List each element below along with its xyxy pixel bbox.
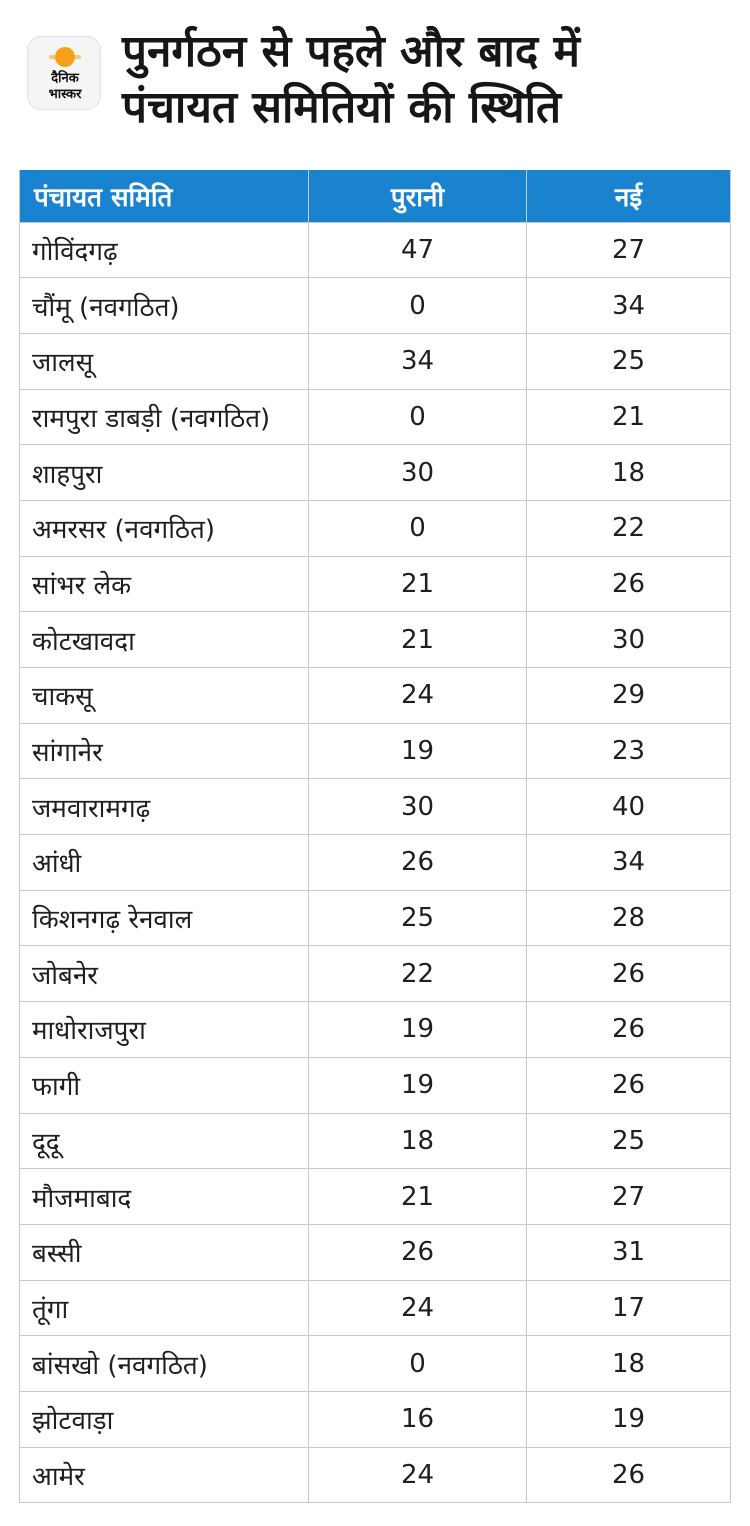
logo-text-line2: भास्कर (48, 87, 82, 102)
page-title (122, 24, 732, 136)
new-count-cell: 26 (527, 556, 731, 612)
old-count-cell: 21 (309, 556, 527, 612)
new-count-cell: 30 (527, 612, 731, 668)
samiti-name-cell: जालसू (20, 333, 309, 389)
table-row (20, 1057, 731, 1113)
data-table-container (19, 170, 730, 1503)
logo-text-line1: दैनिक (51, 71, 79, 86)
sun-icon (55, 47, 75, 67)
old-count-cell: 26 (309, 1224, 527, 1280)
old-count-cell: 26 (309, 835, 527, 891)
table-row (20, 779, 731, 835)
samiti-name-cell: आमेर (20, 1447, 309, 1503)
table-row (20, 835, 731, 891)
old-count-cell: 47 (309, 222, 527, 278)
title-line2: पंचायत समितियों की स्थिति (122, 82, 562, 133)
table-row (20, 1169, 731, 1225)
old-count-cell: 22 (309, 946, 527, 1002)
samiti-name-cell: बस्सी (20, 1224, 309, 1280)
old-count-cell: 0 (309, 278, 527, 334)
table-row (20, 723, 731, 779)
new-count-cell: 19 (527, 1391, 731, 1447)
column-header-old: पुरानी (309, 170, 527, 222)
new-count-cell: 26 (527, 1002, 731, 1058)
new-count-cell: 31 (527, 1224, 731, 1280)
table-row (20, 389, 731, 445)
table-row (20, 1391, 731, 1447)
samiti-name-cell: फागी (20, 1057, 309, 1113)
new-count-cell: 27 (527, 222, 731, 278)
old-count-cell: 0 (309, 1336, 527, 1392)
old-count-cell: 24 (309, 668, 527, 724)
samiti-name-cell: सांगानेर (20, 723, 309, 779)
old-count-cell: 19 (309, 1057, 527, 1113)
samiti-name-cell: जमवारामगढ़ (20, 779, 309, 835)
new-count-cell: 18 (527, 445, 731, 501)
old-count-cell: 19 (309, 723, 527, 779)
samiti-name-cell: सांभर लेक (20, 556, 309, 612)
table-row (20, 1280, 731, 1336)
new-count-cell: 18 (527, 1336, 731, 1392)
table-row (20, 445, 731, 501)
table-row (20, 222, 731, 278)
table-row (20, 500, 731, 556)
table-row (20, 1002, 731, 1058)
samiti-name-cell: मौजमाबाद (20, 1169, 309, 1225)
new-count-cell: 27 (527, 1169, 731, 1225)
new-count-cell: 25 (527, 1113, 731, 1169)
new-count-cell: 40 (527, 779, 731, 835)
old-count-cell: 16 (309, 1391, 527, 1447)
new-count-cell: 21 (527, 389, 731, 445)
table-row (20, 556, 731, 612)
old-count-cell: 21 (309, 1169, 527, 1225)
old-count-cell: 24 (309, 1280, 527, 1336)
table-row (20, 612, 731, 668)
table-header (20, 170, 731, 222)
new-count-cell: 34 (527, 278, 731, 334)
new-count-cell: 25 (527, 333, 731, 389)
new-count-cell: 28 (527, 890, 731, 946)
new-count-cell: 22 (527, 500, 731, 556)
samiti-name-cell: चौंमू (नवगठित) (20, 278, 309, 334)
old-count-cell: 19 (309, 1002, 527, 1058)
table-row (20, 890, 731, 946)
table-header-row (20, 170, 731, 222)
old-count-cell: 30 (309, 445, 527, 501)
old-count-cell: 18 (309, 1113, 527, 1169)
column-header-new: नई (527, 170, 731, 222)
samiti-name-cell: बांसखो (नवगठित) (20, 1336, 309, 1392)
samiti-name-cell: झोटवाड़ा (20, 1391, 309, 1447)
header (0, 0, 750, 168)
new-count-cell: 26 (527, 1447, 731, 1503)
title-line1: पुनर्गठन से पहले और बाद में (122, 26, 580, 77)
new-count-cell: 26 (527, 946, 731, 1002)
old-count-cell: 0 (309, 389, 527, 445)
new-count-cell: 17 (527, 1280, 731, 1336)
new-count-cell: 26 (527, 1057, 731, 1113)
new-count-cell: 29 (527, 668, 731, 724)
samiti-name-cell: जोबनेर (20, 946, 309, 1002)
table-row (20, 1336, 731, 1392)
samiti-name-cell: माधोराजपुरा (20, 1002, 309, 1058)
table-row (20, 278, 731, 334)
old-count-cell: 24 (309, 1447, 527, 1503)
old-count-cell: 25 (309, 890, 527, 946)
table-row (20, 668, 731, 724)
data-table (19, 170, 731, 1503)
table-body (20, 222, 731, 1503)
samiti-name-cell: तूंगा (20, 1280, 309, 1336)
samiti-name-cell: गोविंदगढ़ (20, 222, 309, 278)
samiti-name-cell: शाहपुरा (20, 445, 309, 501)
samiti-name-cell: चाकसू (20, 668, 309, 724)
samiti-name-cell: किशनगढ़ रेनवाल (20, 890, 309, 946)
new-count-cell: 23 (527, 723, 731, 779)
table-row (20, 1113, 731, 1169)
dainik-bhaskar-logo (27, 36, 101, 110)
samiti-name-cell: कोटखावदा (20, 612, 309, 668)
old-count-cell: 0 (309, 500, 527, 556)
samiti-name-cell: अमरसर (नवगठित) (20, 500, 309, 556)
table-row (20, 1224, 731, 1280)
table-row (20, 946, 731, 1002)
new-count-cell: 34 (527, 835, 731, 891)
old-count-cell: 34 (309, 333, 527, 389)
samiti-name-cell: दूदू (20, 1113, 309, 1169)
table-row (20, 1447, 731, 1503)
samiti-name-cell: आंधी (20, 835, 309, 891)
samiti-name-cell: रामपुरा डाबड़ी (नवगठित) (20, 389, 309, 445)
old-count-cell: 21 (309, 612, 527, 668)
column-header-samiti: पंचायत समिति (20, 170, 309, 222)
old-count-cell: 30 (309, 779, 527, 835)
table-row (20, 333, 731, 389)
